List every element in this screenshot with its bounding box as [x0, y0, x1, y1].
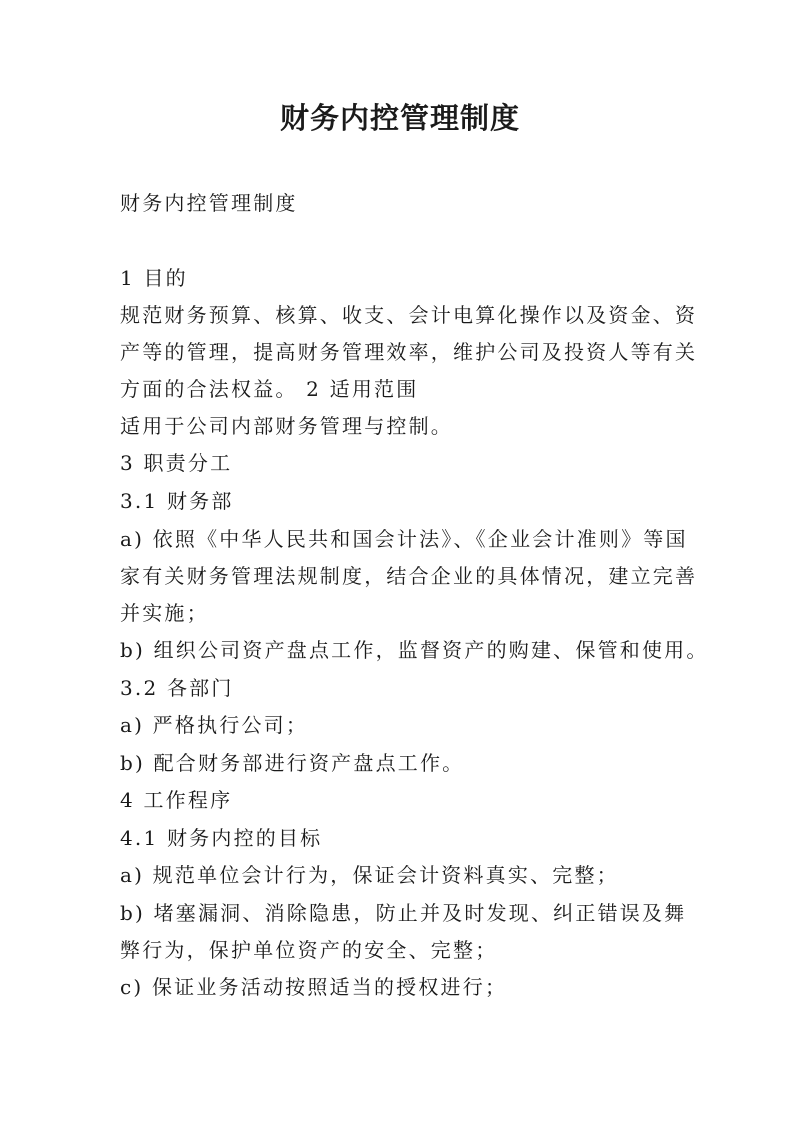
subsection-heading: 3.2 各部门	[120, 676, 234, 700]
list-item: a) 依照《中华人民共和国会计法》、《企业会计准则》等国	[120, 527, 688, 551]
subtitle-line: 财务内控管理制度	[120, 191, 298, 215]
paragraph-line: 适用于公司内部财务管理与控制。	[120, 414, 453, 438]
list-item: a) 严格执行公司；	[120, 713, 309, 737]
list-item: a) 规范单位会计行为，保证会计资料真实、完整；	[120, 863, 619, 887]
paragraph-line: 规范财务预算、核算、收支、会计电算化操作以及资金、资	[120, 303, 698, 327]
list-item: b) 组织公司资产盘点工作，监督资产的购建、保管和使用。	[120, 638, 709, 662]
page-title: 财务内控管理制度	[279, 101, 520, 135]
section-heading: 1 目的	[120, 266, 188, 290]
list-item: b) 堵塞漏洞、消除隐患，防止并及时发现、纠正错误及舞	[120, 901, 687, 925]
subsection-heading: 4.1 财务内控的目标	[120, 826, 323, 850]
list-item: c) 保证业务活动按照适当的授权进行；	[120, 975, 508, 999]
subsection-heading: 3.1 财务部	[120, 489, 234, 513]
section-heading: 4 工作程序	[120, 788, 233, 812]
paragraph-line: 产等的管理，提高财务管理效率，维护公司及投资人等有关	[120, 340, 698, 364]
paragraph-line: 方面的合法权益。 2 适用范围	[120, 377, 419, 401]
list-item-continued: 并实施；	[120, 601, 209, 625]
list-item-continued: 家有关财务管理法规制度，结合企业的具体情况，建立完善	[120, 564, 698, 588]
list-item: b) 配合财务部进行资产盘点工作。	[120, 751, 465, 775]
list-item-continued: 弊行为，保护单位资产的安全、完整；	[120, 938, 498, 962]
section-heading: 3 职责分工	[120, 451, 233, 475]
